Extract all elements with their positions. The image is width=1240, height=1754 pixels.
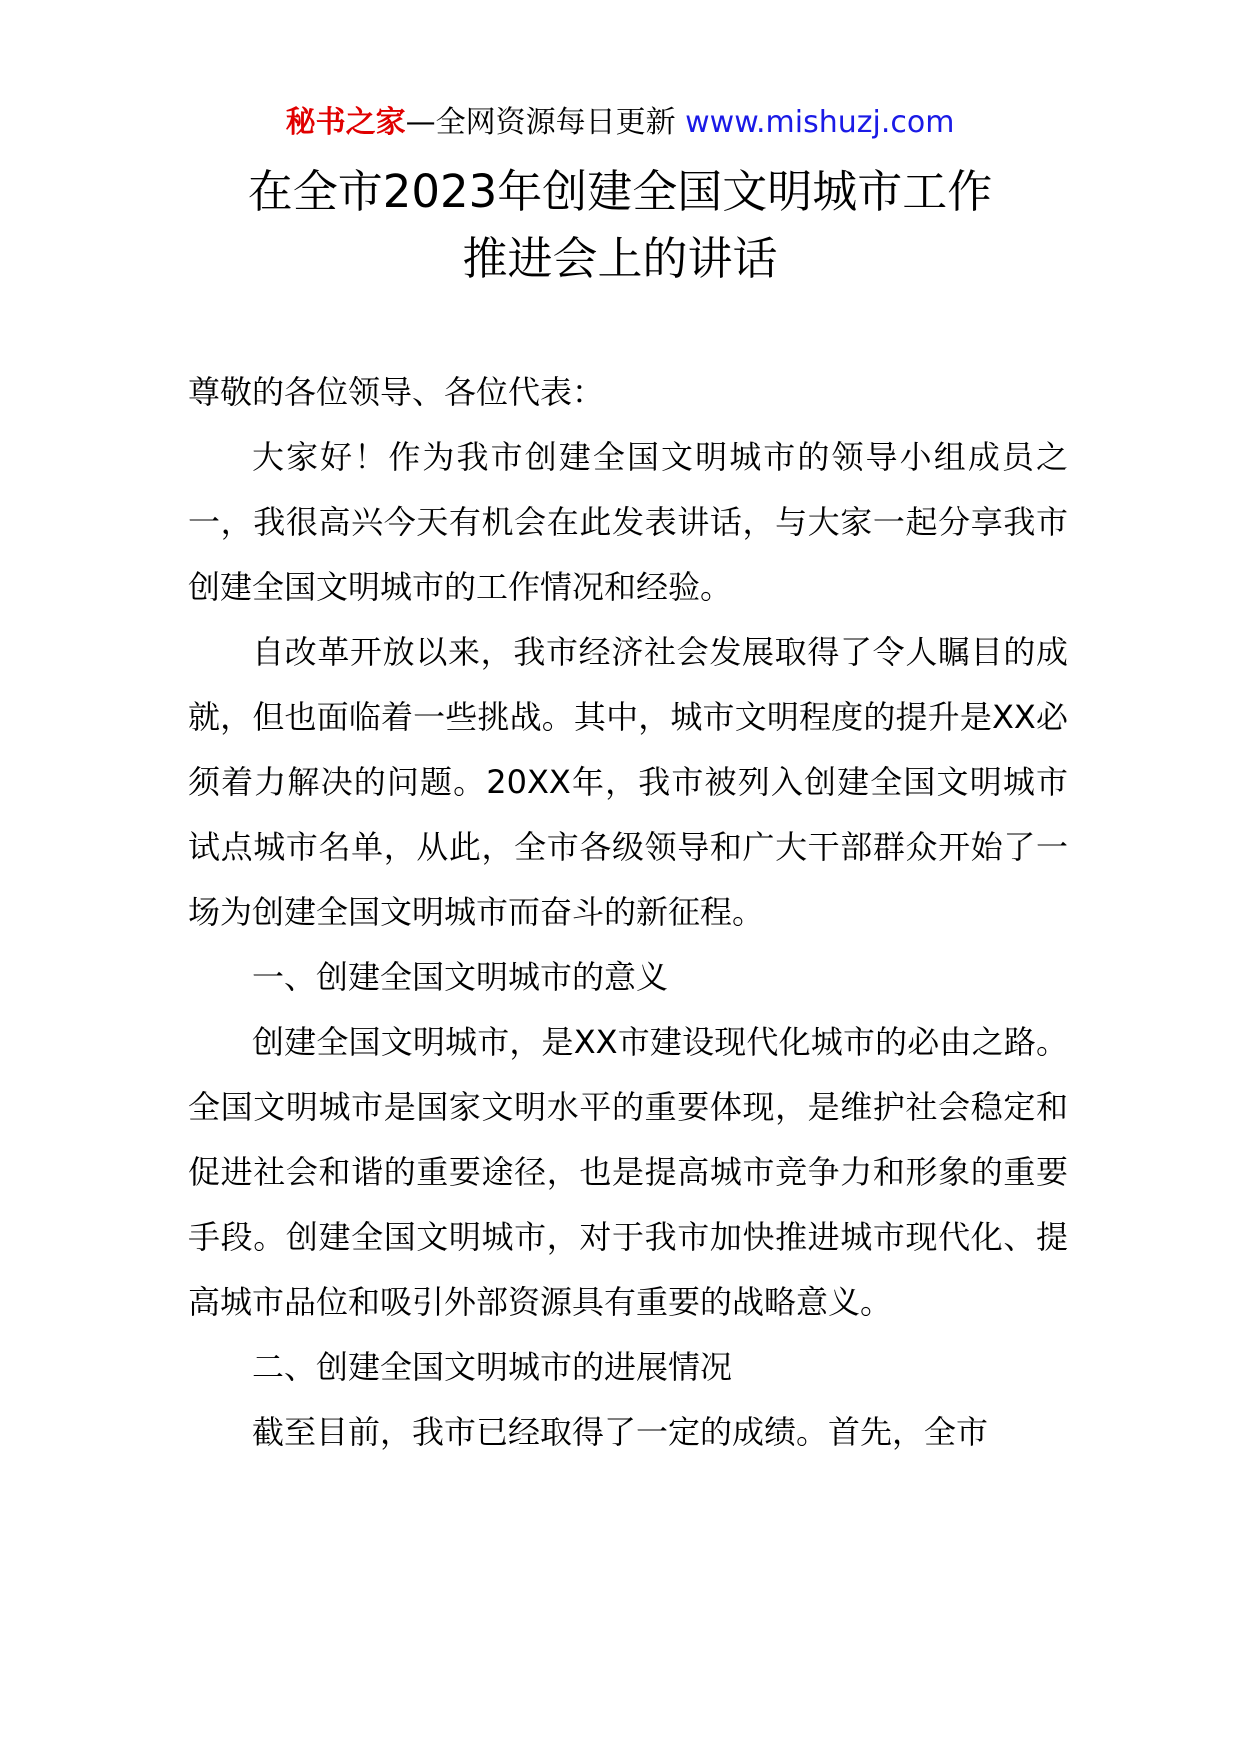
brand-name: 秘书之家 xyxy=(285,105,406,140)
header-tagline: —全网资源每日更新 xyxy=(405,105,686,140)
paragraph-greeting: 大家好！作为我市创建全国文明城市的领导小组成员之一，我很高兴今天有机会在此发表讲话，与大家一起分享我市创建全国文明城市的工作情况和经验。 xyxy=(188,438,1068,606)
site-url-link[interactable]: www.mishuzj.com xyxy=(685,105,955,140)
paragraph-significance: 创建全国文明城市，是XX市建设现代化城市的必由之路。全国文明城市是国家文明水平的重要体现，是维护社会稳定和促进社会和谐的重要途径，也是提高城市竞争力和形象的重要手段。创建全国文明城市，对于我市加快推进城市现代化、提高城市品位和吸引外部资源具有重要的战略意义。 xyxy=(188,1023,1068,1321)
site-header xyxy=(0,103,1240,143)
salutation: 尊敬的各位领导、各位代表： xyxy=(188,373,605,411)
section-heading-significance: 一、创建全国文明城市的意义 xyxy=(252,958,669,996)
paragraph-progress: 截至目前，我市已经取得了一定的成绩。首先，全市 xyxy=(252,1413,989,1451)
document-body xyxy=(188,360,1068,1465)
document-title-line-2: 推进会上的讲话 xyxy=(462,232,778,285)
paragraph-background: 自改革开放以来，我市经济社会发展取得了令人瞩目的成就，但也面临着一些挑战。其中，城市文明程度的提升是XX必须着力解决的问题。20XX年，我市被列入创建全国文明城市试点城市名单，从此，全市各级领导和广大干部群众开始了一场为创建全国文明城市而奋斗的新征程。 xyxy=(188,633,1068,931)
section-heading-progress: 二、创建全国文明城市的进展情况 xyxy=(252,1348,733,1386)
document-title-line-1: 在全市2023年创建全国文明城市工作 xyxy=(247,165,993,218)
